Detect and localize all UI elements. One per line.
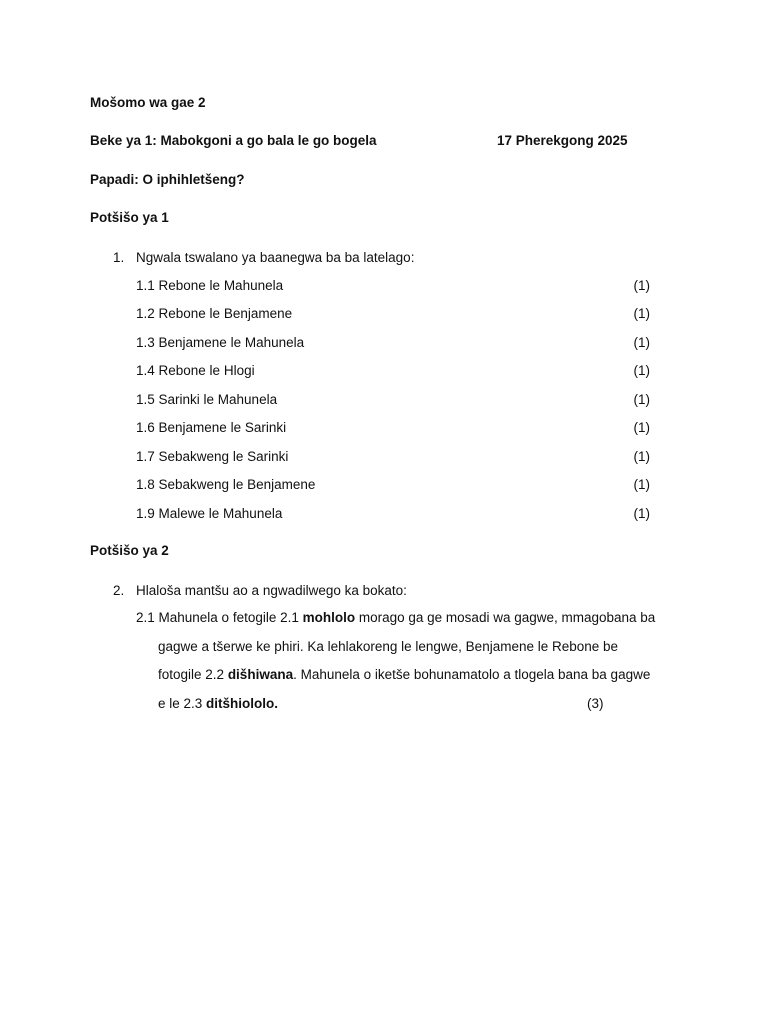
item-label: 1.3 Benjamene le Mahunela — [136, 335, 305, 350]
item-label: 1.7 Sebakweng le Sarinki — [136, 449, 289, 464]
list-item — [136, 505, 650, 523]
item-label: 1.9 Malewe le Mahunela — [136, 506, 283, 521]
item-marks: (1) — [633, 420, 650, 435]
term-dishiwana: dišhiwana — [227, 667, 294, 682]
item-marks: (1) — [633, 392, 650, 407]
passage-segment: e le 2.3 — [158, 695, 207, 711]
item-label: 1.5 Sarinki le Mahunela — [136, 392, 278, 407]
passage-segment: gagwe a tšerwe ke phiri. Ka lehlakoreng le lengwe, Benjamene le Rebone be — [158, 638, 619, 654]
item-label: 1.2 Rebone le Benjamene — [136, 306, 293, 321]
question-2-instruction: Hlaloša mantšu ao a ngwadilwego ka bokato: — [136, 583, 407, 598]
question-1-instruction: Ngwala tswalano ya baanegwa ba ba latelago: — [136, 250, 415, 265]
item-label: 1.6 Benjamene le Sarinki — [136, 420, 287, 435]
question-2-marks: (3) — [587, 696, 604, 711]
list-item — [136, 419, 650, 437]
question-1-heading: Potšišo ya 1 — [90, 210, 169, 225]
list-item — [136, 448, 650, 466]
question-2-number: 2. — [113, 583, 125, 598]
list-item — [136, 334, 650, 352]
item-marks: (1) — [633, 363, 650, 378]
passage-line-3 — [136, 661, 678, 690]
item-marks: (1) — [633, 449, 650, 464]
passage-segment: fotogile 2.2 — [158, 667, 228, 682]
paper-title: Papadi: O iphihletšeng? — [90, 172, 245, 187]
passage-segment: . Mahunela o iketše bohunamatolo a tlogela bana ba gagwe — [293, 667, 651, 682]
item-marks: (1) — [633, 506, 650, 521]
passage-text — [136, 610, 655, 625]
item-label: 1.1 Rebone le Mahunela — [136, 278, 284, 293]
passage-segment: morago ga ge mosadi wa gagwe, mmagobana ba — [355, 610, 656, 625]
question-2-heading: Potšišo ya 2 — [90, 543, 169, 558]
list-item — [136, 277, 650, 295]
passage-line-2 — [136, 633, 678, 662]
list-item — [136, 305, 650, 323]
term-ditshiololo: ditšhiololo. — [206, 695, 279, 711]
term-mohlolo: mohlolo — [302, 610, 356, 625]
passage-segment: 2.1 Mahunela o fetogile 2.1 — [136, 610, 303, 625]
week-heading: Beke ya 1: Mabokgoni a go bala le go bogela — [90, 133, 377, 148]
item-marks: (1) — [633, 335, 650, 350]
list-item — [136, 476, 650, 494]
list-item — [136, 362, 650, 380]
item-label: 1.8 Sebakweng le Benjamene — [136, 477, 316, 492]
item-marks: (1) — [633, 278, 650, 293]
document-date: 17 Pherekgong 2025 — [497, 133, 628, 148]
item-marks: (1) — [633, 477, 650, 492]
item-label: 1.4 Rebone le Hlogi — [136, 363, 255, 378]
list-item — [136, 391, 650, 409]
passage-line-1 — [136, 604, 678, 633]
item-marks: (1) — [633, 306, 650, 321]
document-title: Mošomo wa gae 2 — [90, 95, 206, 110]
question-1-number: 1. — [113, 250, 125, 265]
